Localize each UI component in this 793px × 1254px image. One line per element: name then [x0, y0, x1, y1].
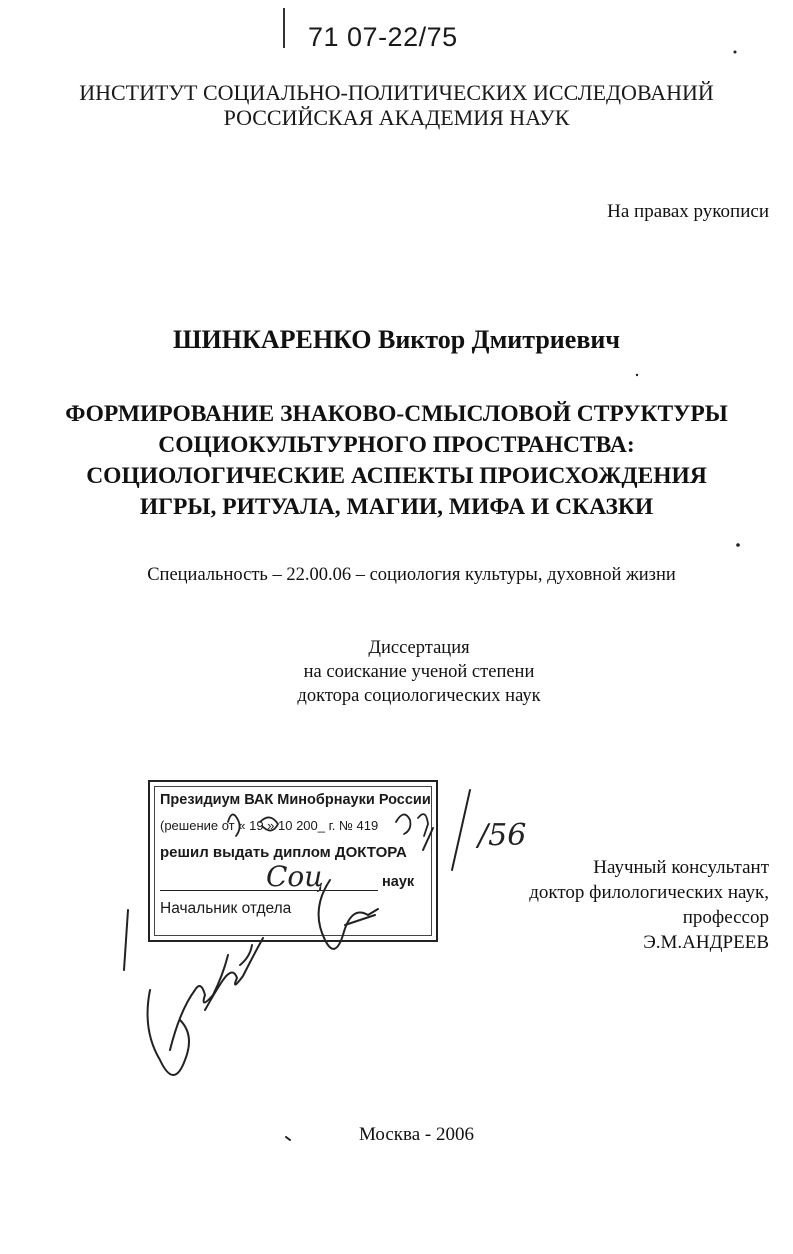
stamp-line-2: (решение от « 19 » 10 200_ г. № 419: [160, 818, 379, 833]
dissertation-type-block: [0, 636, 793, 708]
dissertation-line-3: доктора социологических наук: [297, 686, 541, 706]
handwritten-number: [452, 790, 526, 870]
dissertation-line-2: на соискание ученой степени: [303, 662, 535, 682]
stamp-line-5: Начальник отдела: [160, 900, 292, 917]
stamp-line-3: решил выдать диплом ДОКТОРА: [160, 844, 407, 861]
stamp-line-1: Президиум ВАК Минобрнауки России: [160, 792, 431, 808]
consultant-line-4: Э.М.АНДРЕЕВ: [643, 932, 769, 953]
stamp-fill-rule: [160, 890, 378, 891]
vak-stamp: [148, 780, 438, 942]
stamp-line-4: наук: [382, 874, 415, 890]
institution-block: [0, 80, 793, 130]
svg-text:/56: /56: [478, 818, 527, 853]
title-line-4: ИГРЫ, РИТУАЛА, МАГИИ, МИФА И СКАЗКИ: [139, 494, 654, 520]
author-name: ШИНКАРЕНКО Виктор Дмитриевич: [172, 325, 621, 354]
title-line-3: СОЦИОЛОГИЧЕСКИЕ АСПЕКТЫ ПРОИСХОЖДЕНИЯ: [86, 463, 707, 489]
consultant-line-1: Научный консультант: [593, 857, 769, 878]
consultant-line-2: доктор филологических наук,: [529, 882, 769, 903]
rights-note: На правах рукописи: [607, 201, 769, 222]
margin-pen-mark: [283, 8, 285, 48]
archive-code: 71 07-22/75: [308, 22, 458, 52]
institution-line-1: ИНСТИТУТ СОЦИАЛЬНО-ПОЛИТИЧЕСКИХ ИССЛЕДОВАНИЙ: [79, 80, 714, 105]
consultant-block: [529, 855, 769, 955]
dissertation-title: [0, 399, 793, 523]
city-year: Москва - 2006: [358, 1124, 475, 1145]
title-line-2: СОЦИОКУЛЬТУРНОГО ПРОСТРАНСТВА:: [158, 432, 635, 458]
specialty-line: Специальность – 22.00.06 – социология культуры, духовной жизни: [147, 565, 676, 585]
svg-text:Соц: Соц: [266, 860, 324, 893]
dissertation-line-1: Диссертация: [368, 638, 470, 658]
consultant-line-3: профессор: [682, 907, 769, 928]
consultant-signature: [124, 910, 290, 1140]
title-line-1: ФОРМИРОВАНИЕ ЗНАКОВО-СМЫСЛОВОЙ СТРУКТУРЫ: [65, 401, 728, 427]
institution-line-2: РОССИЙСКАЯ АКАДЕМИЯ НАУК: [223, 105, 570, 130]
